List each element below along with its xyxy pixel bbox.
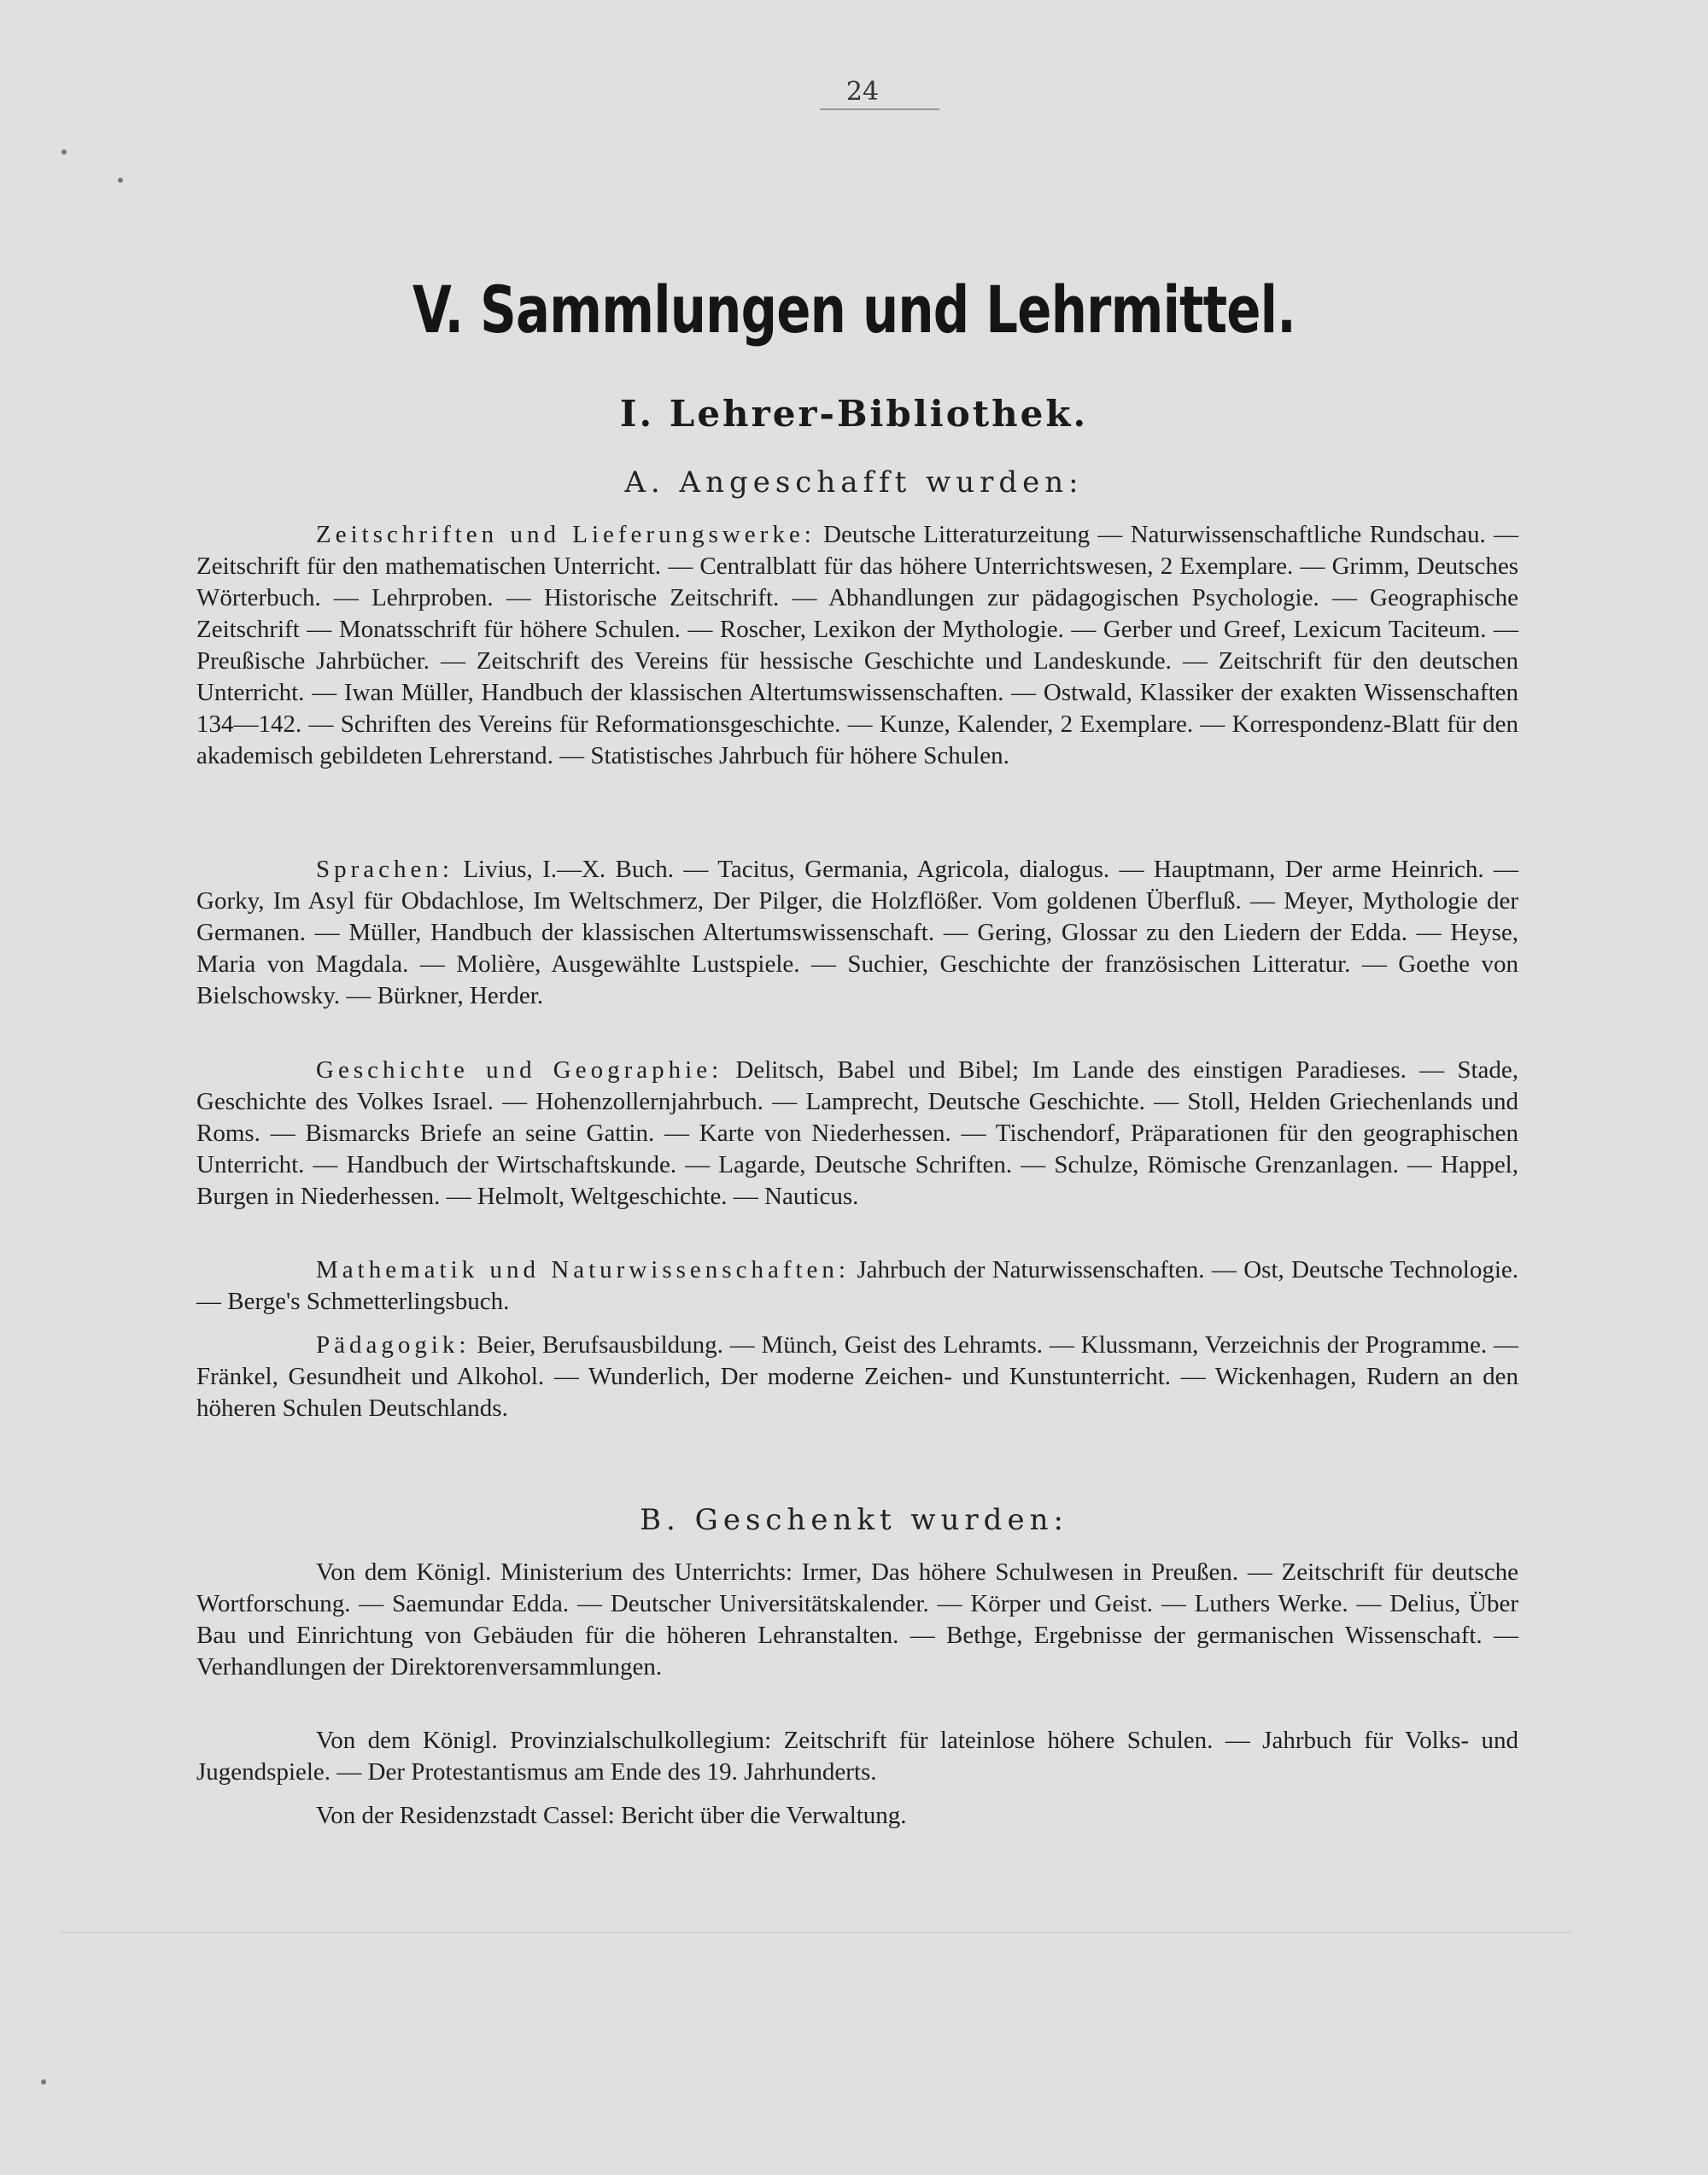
paragraph-label: Von dem Königl. Ministerium des Unterrichts:: [316, 1558, 793, 1586]
paragraph-text: Livius, I.—X. Buch. — Tacitus, Germania, Agricola, dialogus. — Hauptmann, Der arme Heinrich. — Gorky, Im Asyl für Obdachlose, Im Weltschmerz, Der Pilger, die Holzflößer. Vom goldenen Überfluß. — Meyer, Mythologie der Germanen. — Müller, Handbuch der klassischen Altertumswissenschaft. — Gering, Glossar zu den Liedern der Edda. — Heyse, Maria von Magdala. — Molière, Ausgewählte Lustspiele. — Suchier, Geschichte der französischen Litteratur. — Goethe von Bielschowsky. — Bürkner, Herder.: [196, 856, 1518, 1009]
paragraph-text: Irmer, Das höhere Schulwesen in Preußen. — Zeitschrift für deutsche Wortforschung. — Saemundar Edda. — Deutscher Universitätskalender. — Körper und Geist. — Luthers Werke. — Delius, Über Bau und Einrichtung von Gebäuden für die höheren Lehranstalten. — Bethge, Ergebnisse der germanischen Wissenschaft. — Verhandlungen der Direktorenversammlungen.: [196, 1558, 1519, 1681]
paragraph-label: Zeitschriften und Lieferungswerke:: [316, 521, 816, 548]
scan-speck: [118, 178, 123, 183]
paragraph-text: Bericht über die Verwaltung.: [621, 1802, 907, 1829]
page-number: 24: [845, 77, 880, 107]
chapter-title: V. Sammlungen und Lehrmittel.: [412, 272, 1296, 348]
subheading-angeschafft: A. Angeschafft wurden:: [624, 465, 1084, 500]
paragraph-text: Beier, Berufsausbildung. — Münch, Geist des Lehramts. — Klussmann, Verzeichnis der Programme. — Fränkel, Gesundheit und Alkohol. — Wunderlich, Der moderne Zeichen- und Kunstunterricht. — Wickenhagen, Rudern an den höheren Schulen Deutschlands.: [196, 1331, 1518, 1422]
paragraph-provinzialschulkollegium: [196, 1725, 1518, 1788]
paragraph-zeitschriften: [196, 519, 1518, 772]
scan-speck: [41, 2079, 46, 2084]
paper-fold-mark: [60, 1932, 1571, 1933]
paragraph-label: Von dem Königl. Provinzialschulkollegium:: [316, 1727, 772, 1754]
paragraph-label: Sprachen:: [316, 856, 453, 883]
paragraph-label: Geschichte und Geographie:: [316, 1056, 723, 1084]
page-number-rule: [820, 108, 939, 110]
subheading-geschenkt: B. Geschenkt wurden:: [640, 1503, 1068, 1537]
paragraph-label: Mathematik und Naturwissenschaften:: [316, 1256, 850, 1283]
paragraph-text: Zeitschrift für lateinlose höhere Schulen. — Jahrbuch für Volks- und Jugendspiele. — Der Protestantismus am Ende des 19. Jahrhunderts.: [196, 1727, 1519, 1786]
paragraph-mathematik: [196, 1254, 1518, 1318]
paragraph-label: Von der Residenzstadt Cassel:: [316, 1802, 615, 1829]
section-title: I. Lehrer-Bibliothek.: [619, 393, 1089, 435]
paragraph-sprachen: [196, 854, 1518, 1012]
paragraph-text: Jahrbuch der Naturwissenschaften. — Ost, Deutsche Technologie. — Berge's Schmetterlingsbuch.: [196, 1256, 1518, 1315]
paragraph-ministerium: [196, 1557, 1518, 1683]
scan-speck: [61, 149, 67, 155]
paragraph-label: Pädagogik:: [316, 1331, 471, 1359]
paragraph-residenzstadt: [196, 1800, 1518, 1832]
paragraph-text: Delitsch, Babel und Bibel; Im Lande des einstigen Paradieses. — Stade, Geschichte des Volkes Israel. — Hohenzollernjahrbuch. — Lamprecht, Deutsche Geschichte. — Stoll, Helden Griechenlands und Roms. — Bismarcks Briefe an seine Gattin. — Karte von Niederhessen. — Tischendorf, Präparationen für den geographischen Unterricht. — Handbuch der Wirtschaftskunde. — Lagarde, Deutsche Schriften. — Schulze, Römische Grenzanlagen. — Happel, Burgen in Niederhessen. — Helmolt, Weltgeschichte. — Nauticus.: [196, 1056, 1518, 1210]
paragraph-paedagogik: [196, 1330, 1518, 1424]
paragraph-text: Deutsche Litteraturzeitung — Naturwissenschaftliche Rundschau. — Zeitschrift für den mathematischen Unterricht. — Centralblatt für das höhere Unterrichtswesen, 2 Exemplare. — Grimm, Deutsches Wörterbuch. — Lehrproben. — Historische Zeitschrift. — Abhandlungen zur pädagogischen Psychologie. — Geographische Zeitschrift — Monatsschrift für höhere Schulen. — Roscher, Lexikon der Mythologie. — Gerber und Greef, Lexicum Taciteum. — Preußische Jahrbücher. — Zeitschrift des Vereins für hessische Geschichte und Landeskunde. — Zeitschrift für den deutschen Unterricht. — Iwan Müller, Handbuch der klassischen Altertumswissenschaften. — Ostwald, Klassiker der exakten Wissenschaften 134—142. — Schriften des Vereins für Reformationsgeschichte. — Kunze, Kalender, 2 Exemplare. — Korrespondenz-Blatt für den akademisch gebildeten Lehrerstand. — Statistisches Jahrbuch für höhere Schulen.: [196, 521, 1518, 769]
paragraph-geschichte: [196, 1055, 1518, 1213]
